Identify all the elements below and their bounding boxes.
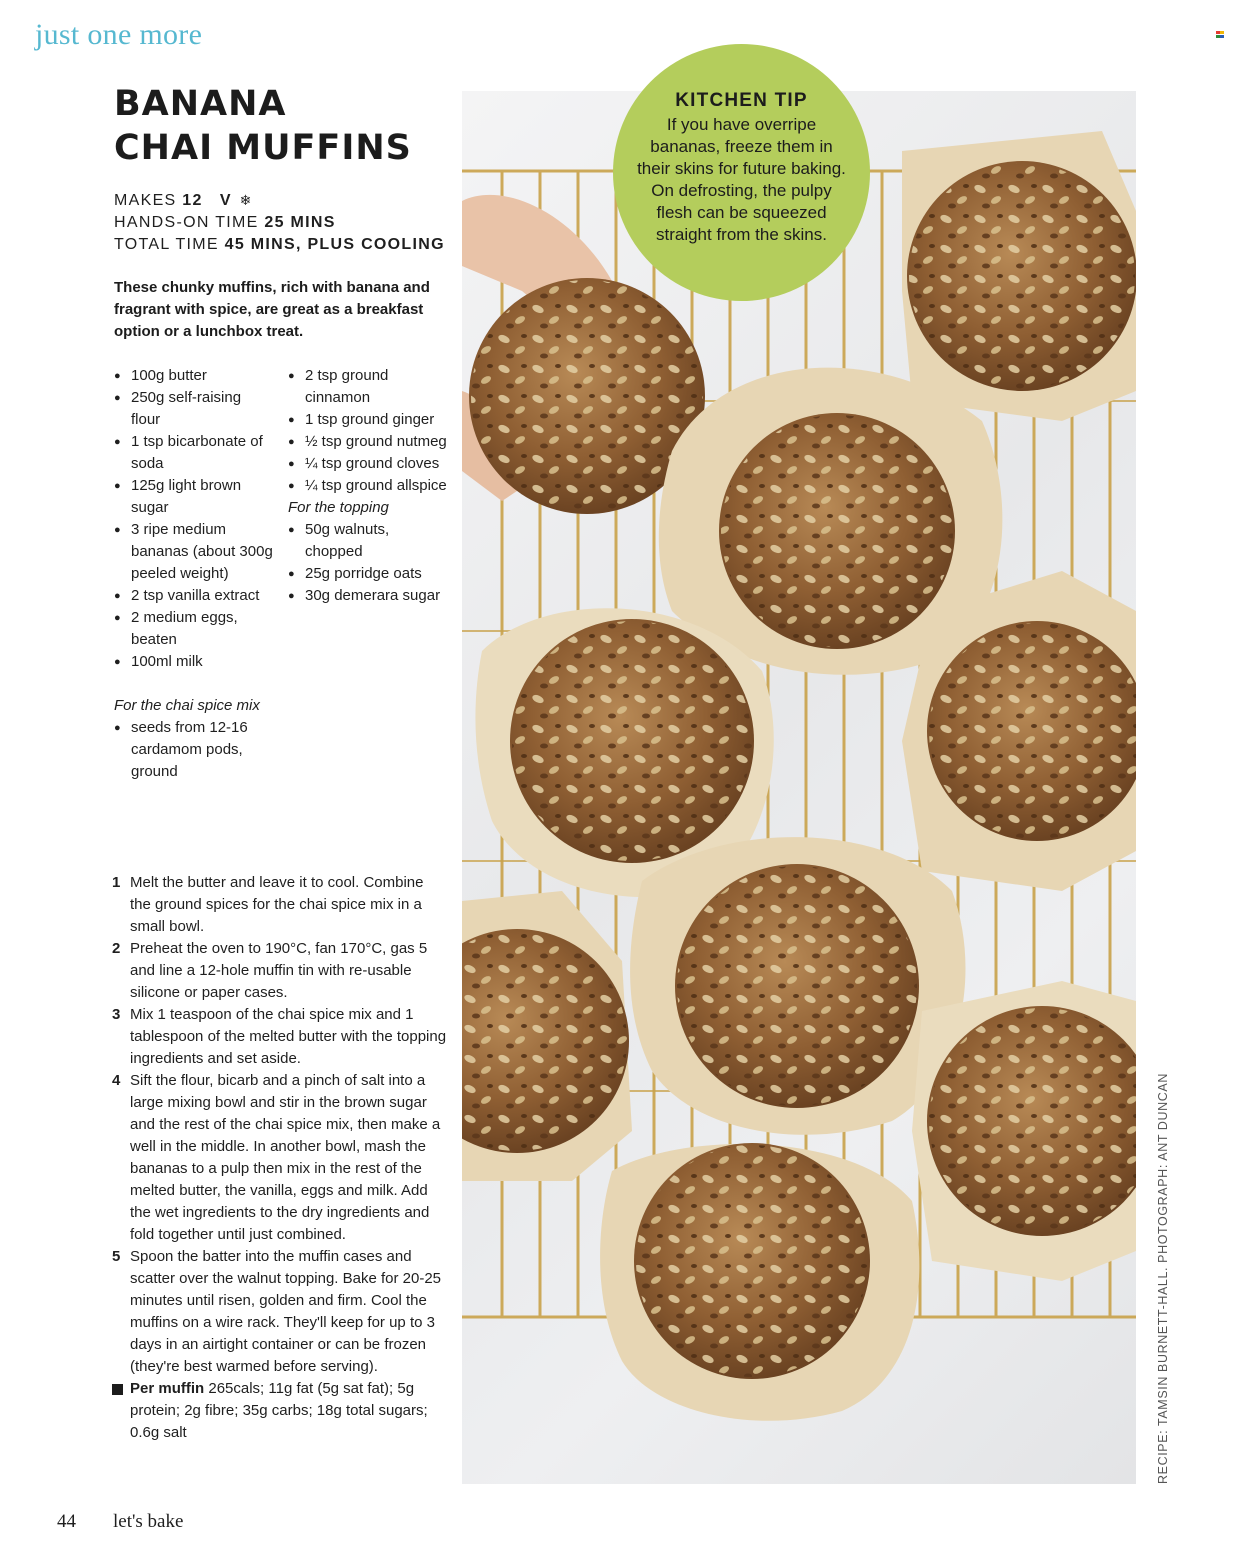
ingredient-item: ● ¼ tsp ground cloves: [288, 453, 448, 475]
ingredient-item: ● 100g butter: [114, 365, 274, 387]
muffin: [600, 1143, 919, 1421]
vegetarian-badge: V: [219, 192, 232, 209]
method-step: [112, 1246, 447, 1378]
makes-row: [114, 189, 445, 212]
recipe-intro: These chunky muffins, rich with banana and fragrant with spice, are great as a breakfast option or a lunchbox treat.: [114, 279, 430, 340]
muffin: [912, 981, 1136, 1281]
step-text: Preheat the oven to 190°C, fan 170°C, gas 5 and line a 12-hole muffin tin with re-usable silicone or paper cases.: [130, 940, 428, 1001]
method-step: [112, 938, 447, 1004]
ingredient-item: ● 250g self-raising flour: [114, 387, 274, 431]
nutrition-label: Per muffin: [130, 1380, 205, 1397]
ingredient-item: ● 3 ripe medium bananas (about 300g peeled weight): [114, 519, 274, 585]
total-time-value: 45 MINS, PLUS COOLING: [224, 236, 445, 253]
method-step: [112, 872, 447, 938]
step-number: 4: [112, 1072, 121, 1089]
ingredient-item: ● 100ml milk: [114, 651, 274, 673]
muffins-on-rack-illustration: [462, 91, 1136, 1484]
photo-credit: RECIPE: TAMSIN BURNETT-HALL. PHOTOGRAPH: ANT DUNCAN: [1156, 1073, 1170, 1484]
ingredient-item: ● ½ tsp ground nutmeg: [288, 431, 448, 453]
ingredient-item: ● 1 tsp bicarbonate of soda: [114, 431, 274, 475]
kitchen-tip-body: If you have overripe bananas, freeze them in their skins for future baking. On defrosting, the pulpy flesh can be squeezed straight from the skins.: [637, 115, 846, 244]
chai-mix-heading: For the chai spice mix: [114, 697, 260, 714]
muffin: [462, 891, 632, 1181]
nutrition-info: [112, 1378, 447, 1444]
step-number: 2: [112, 940, 121, 957]
step-text: Mix 1 teaspoon of the chai spice mix and 1 tablespoon of the melted butter with the topping ingredients and set aside.: [130, 1006, 447, 1067]
topping-ingredients-list: [288, 519, 448, 607]
step-number: 5: [112, 1248, 121, 1265]
section-header: just one more: [35, 18, 203, 51]
ingredient-item: ● 125g light brown sugar: [114, 475, 274, 519]
hands-on-row: [114, 212, 445, 234]
step-number: 3: [112, 1006, 121, 1023]
makes-label: MAKES: [114, 192, 177, 209]
step-text: Sift the flour, bicarb and a pinch of salt into a large mixing bowl and stir in the brown sugar and the rest of the chai spice mix, then make a well in the middle. In another bowl, mash the bananas to a pulp then mix in the rest of the melted butter, the vanilla, eggs and milk. Add the wet ingredients to the dry ingredients and fold together until just combined.: [130, 1072, 441, 1243]
main-ingredients-list: [114, 365, 274, 673]
recipe-meta: [114, 189, 445, 256]
snowflake-icon: ❄: [239, 192, 253, 208]
ingredient-item: ● 2 tsp vanilla extract: [114, 585, 274, 607]
step-text: Spoon the batter into the muffin cases and scatter over the walnut topping. Bake for 20-25 minutes until risen, golden and firm. Cool the muffins on a wire rack. They'll keep for up to 3 days in an airtight container or can be frozen (they're best warmed before serving).: [130, 1248, 442, 1375]
footer-section: let's bake: [113, 1511, 184, 1532]
title-line-2: CHAI MUFFINS: [114, 128, 412, 168]
muffin: [630, 837, 965, 1135]
nutrition-text: 265cals; 11g fat (5g sat fat); 5g protein; 2g fibre; 35g carbs; 18g total sugars; 0.6g salt: [130, 1380, 428, 1441]
ingredient-item: ● 25g porridge oats: [288, 563, 448, 585]
kitchen-tip-badge: [613, 44, 870, 301]
total-time-row: [114, 234, 445, 256]
ingredients-column-2: [288, 365, 448, 607]
ingredient-item: ● 1 tsp ground ginger: [288, 409, 448, 431]
ingredient-item: ● 30g demerara sugar: [288, 585, 448, 607]
method-step: [112, 1004, 447, 1070]
hands-on-label: HANDS-ON TIME: [114, 214, 259, 231]
makes-value: 12: [182, 192, 203, 209]
corner-logo-mark: [1216, 31, 1225, 38]
hands-on-value: 25 MINS: [264, 214, 336, 231]
ingredient-item: ● seeds from 12-16 cardamom pods, ground: [114, 717, 274, 783]
step-text: Melt the butter and leave it to cool. Combine the ground spices for the chai spice mix in a small bowl.: [130, 874, 424, 935]
page-number: 44: [57, 1511, 76, 1532]
topping-heading: For the topping: [288, 499, 389, 516]
kitchen-tip-title: KITCHEN TIP: [675, 90, 808, 111]
muffin: [902, 131, 1136, 421]
muffin: [902, 571, 1136, 891]
muffin-photo: [462, 91, 1136, 1484]
ingredient-item: ● 2 medium eggs, beaten: [114, 607, 274, 651]
chai-ingredients-list-continued: [288, 365, 448, 497]
total-time-label: TOTAL TIME: [114, 236, 219, 253]
title-line-1: BANANA: [114, 84, 287, 124]
ingredients-column-1: [114, 365, 274, 783]
method-steps: [112, 872, 447, 1444]
ingredient-item: ● ¼ tsp ground allspice: [288, 475, 448, 497]
step-number: 1: [112, 874, 121, 891]
ingredient-item: ● 2 tsp ground cinnamon: [288, 365, 448, 409]
recipe-title: [114, 82, 412, 170]
chai-ingredients-list: [114, 717, 274, 783]
method-step: [112, 1070, 447, 1246]
ingredient-item: ● 50g walnuts, chopped: [288, 519, 448, 563]
square-bullet-icon: [112, 1384, 123, 1395]
